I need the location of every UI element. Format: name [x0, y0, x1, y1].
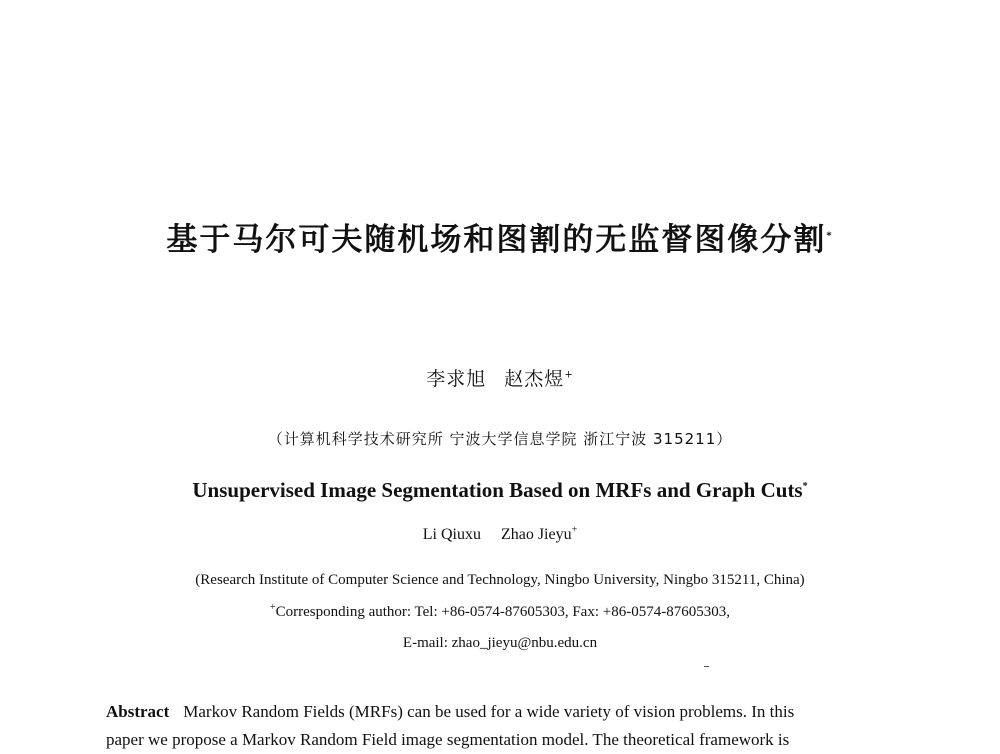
english-author-2: Zhao Jieyu — [500, 526, 572, 543]
chinese-author-2: 赵杰煜 — [504, 368, 565, 390]
chinese-title-footnote-mark: * — [826, 230, 834, 242]
corresponding-text: Corresponding author: Tel: +86-0574-87605303, Fax: +86-0574-87605303, — [275, 604, 730, 620]
abstract-section — [106, 698, 916, 754]
chinese-title-text: 基于马尔可夫随机场和图割的无监督图像分割 — [166, 222, 827, 258]
chinese-author-mark: + — [564, 369, 574, 381]
abstract-line-1-text: Markov Random Fields (MRFs) can be used for a wide variety of vision problems. In this — [183, 702, 795, 721]
english-title-text: Unsupervised Image Segmentation Based on MRFs and Graph Cuts — [192, 478, 803, 502]
stray-mark — [704, 666, 709, 667]
chinese-authors — [0, 364, 1000, 391]
english-author-mark: + — [571, 524, 578, 536]
abstract-line-2: paper we propose a Markov Random Field image segmentation model. The theoretical framework is — [106, 730, 790, 749]
abstract-label: Abstract — [106, 702, 170, 721]
abstract-line-1 — [106, 698, 916, 726]
corresponding-author — [0, 604, 1000, 621]
corresponding-mark: + — [270, 602, 276, 613]
english-title — [0, 478, 1000, 503]
chinese-author-1: 李求旭 — [426, 368, 487, 390]
english-title-footnote-mark: * — [802, 481, 808, 492]
english-affiliation: (Research Institute of Computer Science and Technology, Ningbo University, Ningbo 315211, China) — [195, 572, 805, 588]
chinese-title — [0, 214, 1000, 259]
english-authors — [0, 526, 1000, 544]
email-line: E-mail: zhao_jieyu@nbu.edu.cn — [402, 635, 598, 651]
english-author-1: Li Qiuxu — [422, 526, 481, 543]
chinese-affiliation: （计算机科学技术研究所 宁波大学信息学院 浙江宁波 315211） — [267, 430, 733, 448]
